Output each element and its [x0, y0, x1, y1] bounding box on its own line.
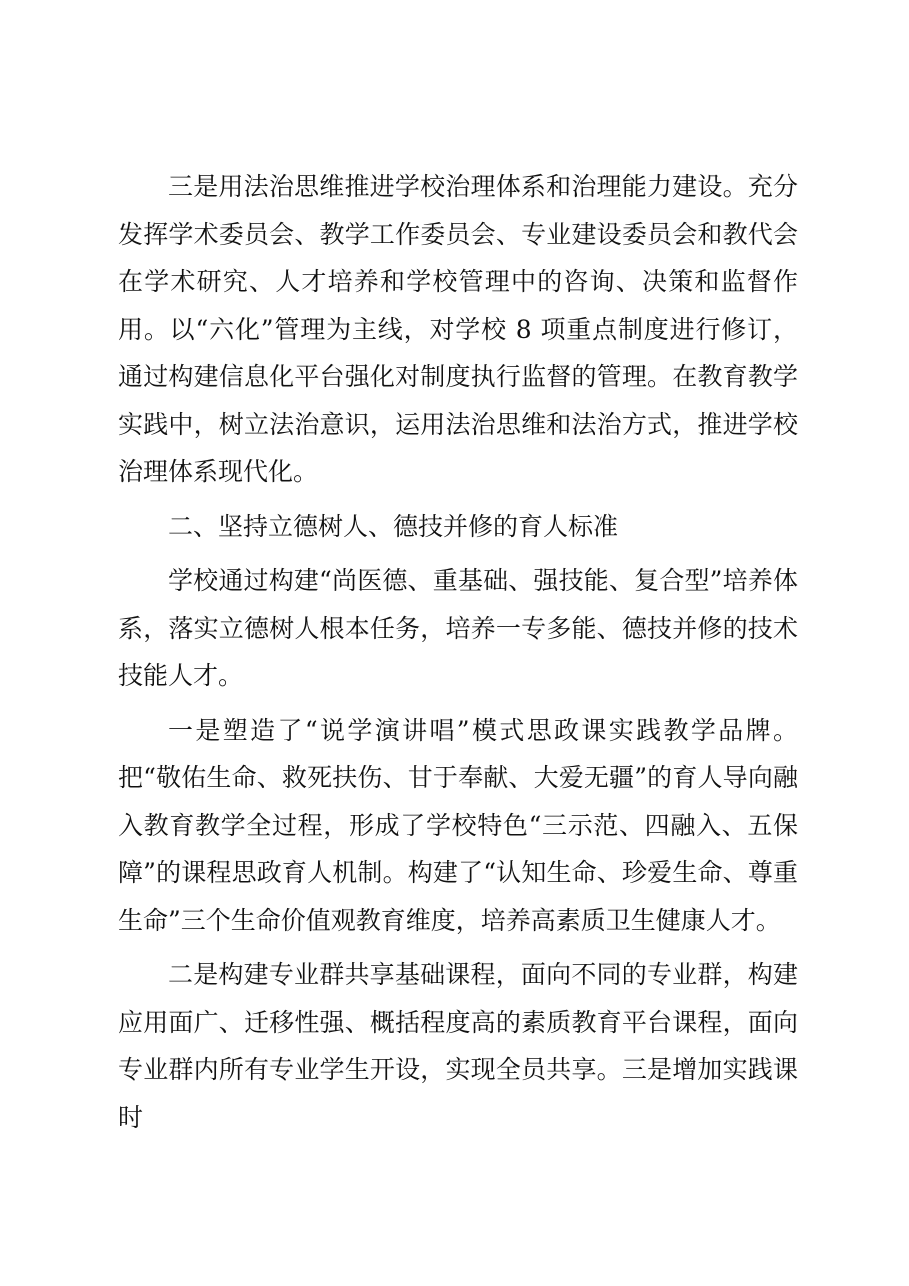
- paragraph-shared-courses: 二是构建专业群共享基础课程，面向不同的专业群，构建应用面广、迁移性强、概括程度高的素质教育平台课程，面向专业群内所有专业学生开设，实现全员共享。三是增加实践课时: [118, 960, 798, 1132]
- paragraph-training-system: 学校通过构建“尚医德、重基础、强技能、复合型”培养体系，落实立德树人根本任务，培养一专多能、德技并修的技术技能人才。: [118, 566, 798, 690]
- section-heading: 二、坚持立德树人、德技并修的育人标准: [168, 511, 619, 541]
- paragraph-governance: 三是用法治思维推进学校治理体系和治理能力建设。充分发挥学术委员会、教学工作委员会、专业建设委员会和教代会在学术研究、人才培养和学校管理中的咨询、决策和监督作用。以“六化”管理为主线，对学校 8 项重点制度进行修订，通过构建信息化平台强化对制度执行监督的管理。在教育教学实践中，树立法治意识，运用法治思维和法治方式，推进学校治理体系现代化。: [118, 172, 798, 486]
- document-body: [118, 163, 798, 1141]
- paragraph-ideology-course: 一是塑造了“说学演讲唱”模式思政课实践教学品牌。把“敬佑生命、救死扶伤、甘于奉献、大爱无疆”的育人导向融入教育教学全过程，形成了学校特色“三示范、四融入、五保障”的课程思政育人机制。构建了“认知生命、珍爱生命、尊重生命”三个生命价值观教育维度，培养高素质卫生健康人才。: [118, 715, 798, 935]
